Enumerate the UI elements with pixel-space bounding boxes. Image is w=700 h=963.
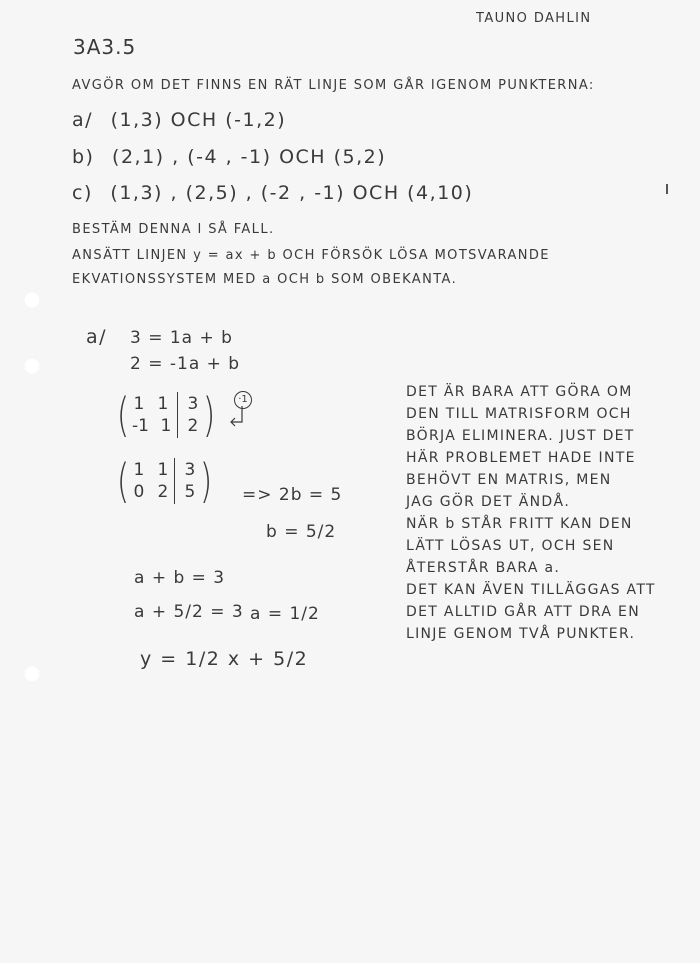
punch-hole [24, 666, 40, 682]
note-line: BEHÖVT EN MATRIS, MEN [406, 472, 612, 488]
right-paren: ) [199, 454, 213, 508]
task-item-b [72, 146, 386, 168]
instruction-line: BESTÄM DENNA I SÅ FALL. [72, 222, 275, 237]
equation-2: 2 = -1a + b [130, 354, 241, 374]
note-line: DET ÄR BARA ATT GÖRA OM [406, 384, 633, 400]
matrix-cell: 3 [184, 460, 196, 480]
matrix-cell: 1 [157, 460, 169, 480]
task-item-label: b) [72, 146, 95, 168]
final-line-equation: y = 1/2 x + 5/2 [140, 648, 309, 670]
equation-1: 3 = 1a + b [130, 328, 233, 348]
note-line: BÖRJA ELIMINERA. JUST DET [406, 428, 635, 444]
implies-result: => 2b = 5 [242, 485, 343, 505]
matrix-cell: 1 [157, 394, 169, 414]
matrix-cell: 0 [133, 482, 145, 502]
augment-bar [177, 392, 178, 438]
matrix-cell: 1 [133, 394, 145, 414]
matrix-cell: 2 [157, 482, 169, 502]
matrix-cell: 1 [133, 460, 145, 480]
matrix-cell: 5 [184, 482, 196, 502]
task-item-label: a/ [72, 109, 94, 131]
note-line: DET KAN ÄVEN TILLÄGGAS ATT [406, 582, 656, 598]
matrix-cell: 2 [187, 416, 199, 436]
note-line: DEN TILL MATRISFORM OCH [406, 406, 632, 422]
instruction-line: ANSÄTT LINJEN y = ax + b OCH FÖRSÖK LÖSA MOTSVARANDE [72, 248, 550, 263]
b-result: b = 5/2 [266, 522, 337, 542]
task-item-label: c) [72, 182, 93, 204]
augmented-matrix-2 [114, 454, 215, 508]
note-line: LINJE GENOM TVÅ PUNKTER. [406, 626, 636, 642]
note-line: ÅTERSTÅR BARA a. [406, 560, 561, 576]
note-line: JAG GÖR DET ÄNDÅ. [406, 494, 571, 510]
pen-mark [666, 184, 668, 194]
matrix-cell: 1 [160, 416, 172, 436]
left-paren: ( [116, 388, 130, 442]
task-item-c [72, 182, 473, 204]
task-item-text: (1,3) , (2,5) , (-2 , -1) OCH (4,10) [110, 182, 474, 204]
instruction-line: EKVATIONSSYSTEM MED a OCH b SOM OBEKANTA. [72, 272, 458, 287]
row-operation-arrow-icon [226, 404, 250, 430]
task-prompt: AVGÖR OM DET FINNS EN RÄT LINJE SOM GÅR IGENOM PUNKTERNA: [72, 78, 595, 93]
punch-hole [24, 292, 40, 308]
a-result: a = 1/2 [250, 604, 320, 624]
left-paren: ( [116, 454, 130, 508]
augmented-matrix-1 [114, 388, 218, 442]
note-line: NÄR b STÅR FRITT KAN DEN [406, 516, 633, 532]
augment-bar [174, 458, 175, 504]
punch-hole [24, 358, 40, 374]
explanation-notes [406, 384, 656, 648]
note-line: HÄR PROBLEMET HADE INTE [406, 450, 636, 466]
substitution-1: a + b = 3 [134, 568, 226, 588]
note-line: LÄTT LÖSAS UT, OCH SEN [406, 538, 615, 554]
task-item-a [72, 109, 286, 131]
row-operation-marker: ·1 [234, 391, 252, 409]
note-line: DET ALLTID GÅR ATT DRA EN [406, 604, 640, 620]
matrix-cell: 3 [187, 394, 199, 414]
task-item-text: (1,3) OCH (-1,2) [110, 109, 287, 131]
right-paren: ) [202, 388, 216, 442]
substitution-2: a + 5/2 = 3 [134, 602, 244, 622]
solution-label: a/ [86, 326, 108, 348]
problem-id: 3A3.5 [73, 35, 137, 59]
matrix-cell: -1 [131, 416, 149, 436]
task-item-text: (2,1) , (-4 , -1) OCH (5,2) [112, 146, 387, 168]
author-name: TAUNO DAHLIN [476, 11, 592, 26]
